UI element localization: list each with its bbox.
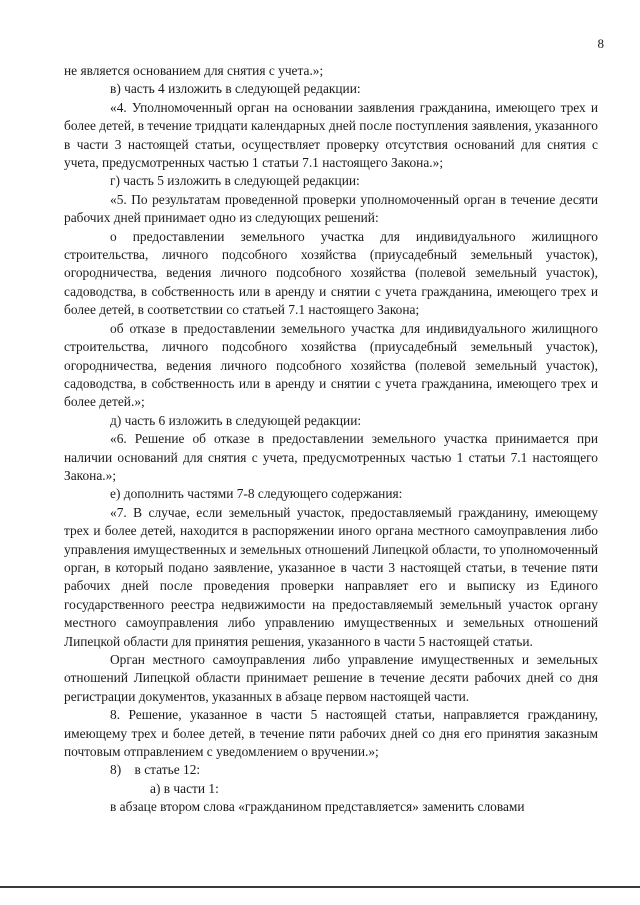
paragraph: 8. Решение, указанное в части 5 настоящей статьи, направляется гражданину, имеющему трех и более детей, в течение пяти рабочих дней со дня его принятия заказным почтовым отправлением с уведомлением о вручении.»; — [64, 707, 598, 760]
scan-edge-line — [0, 886, 640, 888]
paragraph: е) дополнить частями 7-8 следующего содержания: — [110, 486, 403, 502]
paragraph: д) часть 6 изложить в следующей редакции: — [110, 412, 362, 428]
paragraph: «4. Уполномоченный орган на основании заявления гражданина, имеющего трех и более детей, в течение тридцати календарных дней после поступления заявления, указанного в части 3 настоящей статьи, осуществляет проверку отсутствия оснований для снятия с учета, предусмотренных частью 1 статьи 7.1 настоящего Закона.»; — [64, 99, 598, 171]
document-body — [64, 62, 598, 817]
paragraph: в абзаце втором слова «гражданином представляется» заменить словами — [110, 799, 525, 815]
paragraph: 8) в статье 12: — [110, 762, 201, 778]
paragraph: об отказе в предоставлении земельного участка для индивидуального жилищного строительства, личного подсобного хозяйства (приусадебный земельный участок), огородничества, ведения личного подсобного хозяйства (полевой земельный участок), садоводства, в собственность или в аренду и снятии с учета гражданина, имеющего трех и более детей.»; — [64, 320, 598, 410]
paragraph: «5. По результатам проведенной проверки уполномоченный орган в течение десяти рабочих дней принимает одно из следующих решений: — [64, 191, 598, 226]
paragraph: г) часть 5 изложить в следующей редакции: — [110, 173, 360, 189]
paragraph: не является основанием для снятия с учета.»; — [64, 63, 324, 78]
paragraph: Орган местного самоуправления либо управление имущественных и земельных отношений Липецкой области принимает решение в течение десяти рабочих дней со дня регистрации документов, указанных в абзаце первом настоящей части. — [64, 652, 598, 704]
paragraph: «7. В случае, если земельный участок, предоставляемый гражданину, имеющему трех и более детей, находится в распоряжении иного органа местного самоуправления либо управления имущественных и земельных отношений Липецкой области, то уполномоченный орган, в который подано заявление, указанное в части 3 настоящей статьи, в течение пяти рабочих дней после проведения проверки направляет его и выписку из Единого государственного реестра недвижимости на предоставляемый земельный участок органу местного самоуправления либо управлению имущественных и земельных отношений Липецкой области для принятия решения, указанного в части 5 настоящей статьи. — [64, 504, 598, 649]
paragraph: в) часть 4 изложить в следующей редакции: — [110, 81, 361, 97]
page-number: 8 — [597, 36, 604, 51]
paragraph: «6. Решение об отказе в предоставлении земельного участка принимается при наличии оснований для снятия с учета, предусмотренных частью 1 статьи 7.1 настоящего Закона.»; — [64, 431, 598, 483]
paragraph: о предоставлении земельного участка для индивидуального жилищного строительства, личного подсобного хозяйства (приусадебный земельный участок), огородничества, ведения личного подсобного хозяйства (полевой земельный участок), садоводства, в собственность или в аренду и снятии с учета гражданина, имеющего трех и более детей, в соответствии со статьей 7.1 настоящего Закона; — [64, 228, 598, 318]
paragraph: а) в части 1: — [150, 780, 219, 796]
